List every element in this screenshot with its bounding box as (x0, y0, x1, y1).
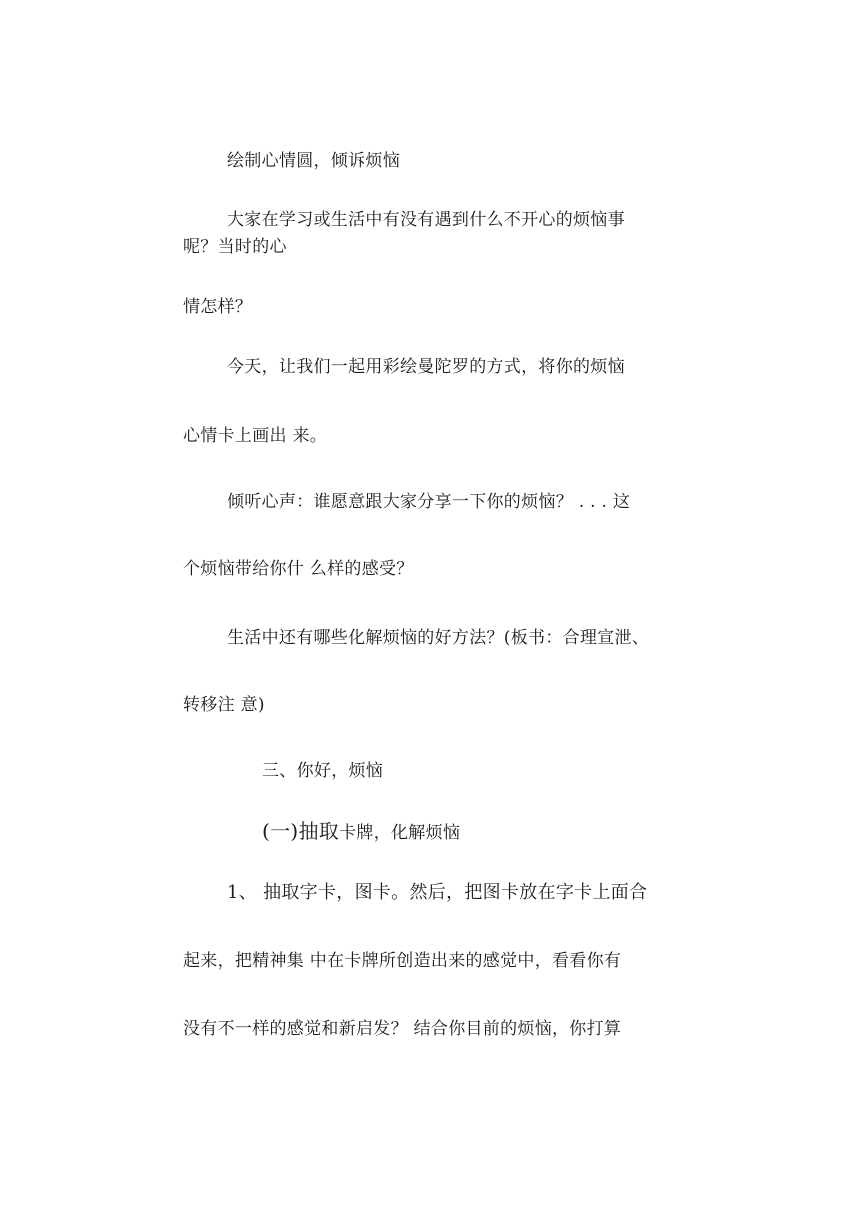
numbered-item: 1、 抽取字卡，图卡。然后，把图卡放在字卡上面合 (227, 882, 648, 903)
paragraph-line: 心情卡上画出 来。 (183, 426, 328, 446)
subsection-heading (262, 820, 460, 844)
paragraph-line: 倾听心声：谁愿意跟大家分享一下你的烦恼？ . . . 这 (227, 492, 631, 512)
paragraph-line: 起来，把精神集 中在卡牌所创造出来的感觉中，看看你有 (183, 951, 622, 971)
paragraph-line: 大家在学习或生活中有没有遇到什么不开心的烦恼事 (227, 210, 625, 230)
paragraph-heading: 绘制心情圆，倾诉烦恼 (227, 151, 400, 171)
subsection-prefix: (一)抽取 (262, 819, 340, 843)
paragraph-line: 转移注 意) (183, 695, 265, 715)
paragraph-line: 个烦恼带给你什 么样的感受？ (183, 559, 414, 579)
paragraph-line: 没有不一样的感觉和新启发？ 结合你目前的烦恼，你打算 (183, 1019, 622, 1039)
paragraph-line: 今天，让我们一起用彩绘曼陀罗的方式，将你的烦恼 (227, 357, 625, 377)
paragraph-line: 生活中还有哪些化解烦恼的好方法？(板书：合理宣泄、 (227, 628, 650, 648)
paragraph-line: 情怎样？ (183, 297, 253, 317)
subsection-rest: 卡牌，化解烦恼 (339, 823, 461, 843)
section-heading: 三、你好，烦恼 (262, 761, 384, 781)
paragraph-line: 呢？当时的心 (183, 237, 287, 257)
